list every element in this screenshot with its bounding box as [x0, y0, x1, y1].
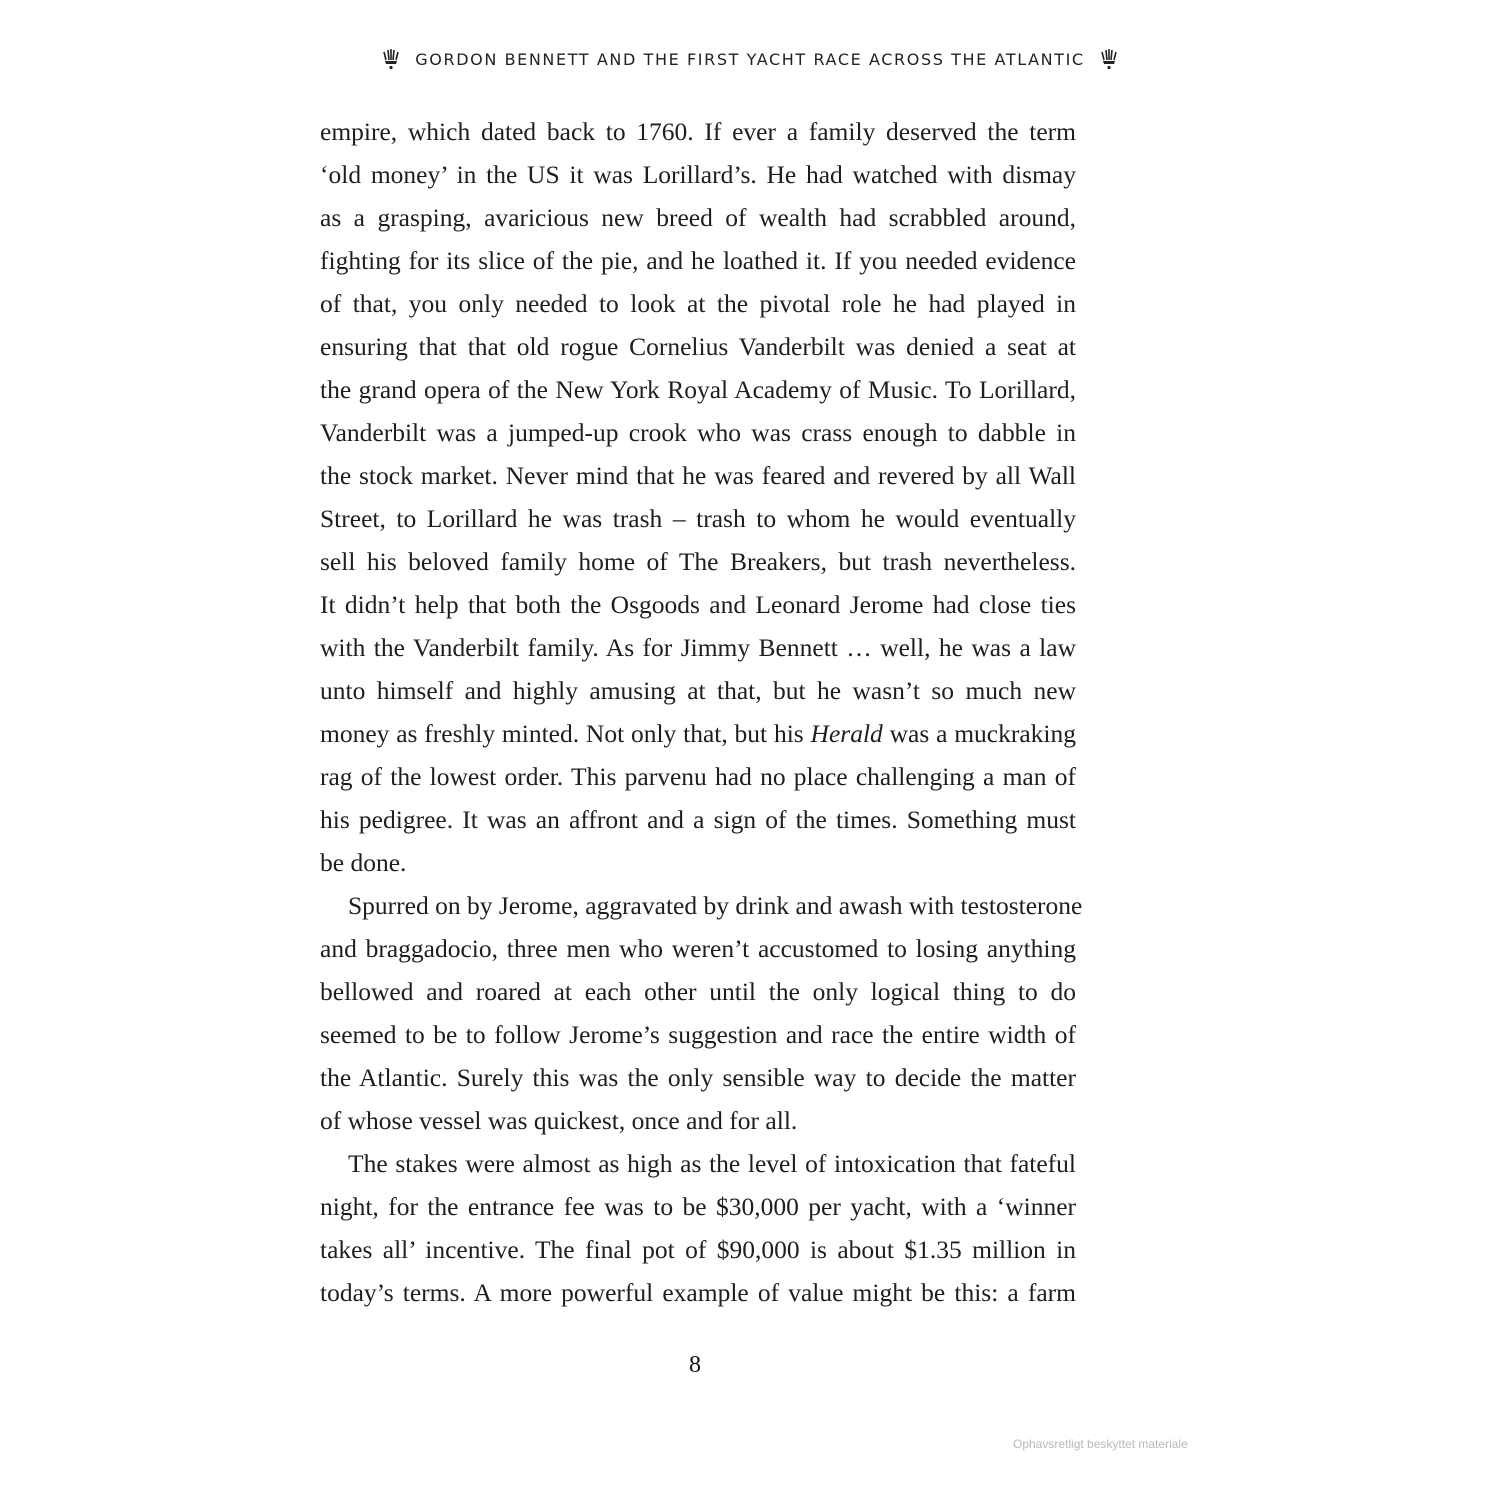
text-line: rag of the lowest order. This parvenu had no place challenging a man of: [320, 762, 1076, 791]
text-line: today’s terms. A more powerful example of value might be this: a farm: [320, 1278, 1076, 1307]
text-segment: was a muckraking: [882, 719, 1076, 748]
text-line: sell his beloved family home of The Breakers, but trash nevertheless.: [320, 547, 1076, 576]
text-line: fighting for its slice of the pie, and he loathed it. If you needed evidence: [320, 246, 1076, 275]
body-text: [320, 110, 1083, 1314]
text-line: with the Vanderbilt family. As for Jimmy Bennett … well, he was a law: [320, 633, 1076, 662]
text-line: The stakes were almost as high as the level of intoxication that fateful: [348, 1149, 1076, 1178]
text-line: takes all’ incentive. The final pot of $90,000 is about $1.35 million in: [320, 1235, 1076, 1264]
text-line: of whose vessel was quickest, once and for all.: [320, 1106, 798, 1135]
text-line: bellowed and roared at each other until the only logical thing to do: [320, 977, 1076, 1006]
text-line: of that, you only needed to look at the pivotal role he had played in: [320, 289, 1076, 318]
text-line: seemed to be to follow Jerome’s suggestion and race the entire width of: [320, 1020, 1076, 1049]
crown-icon: [381, 48, 401, 70]
page-number: 8: [689, 1352, 701, 1378]
text-line: ‘old money’ in the US it was Lorillard’s. He had watched with dismay: [320, 160, 1076, 189]
text-line: the Atlantic. Surely this was the only sensible way to decide the matter: [320, 1063, 1076, 1092]
text-line: It didn’t help that both the Osgoods and Leonard Jerome had close ties: [320, 590, 1076, 619]
running-header: [0, 44, 1500, 74]
text-line: and braggadocio, three men who weren’t accustomed to losing anything: [320, 934, 1076, 963]
text-line: his pedigree. It was an affront and a sign of the times. Something must: [320, 805, 1076, 834]
text-line: empire, which dated back to 1760. If ever a family deserved the term: [320, 117, 1076, 146]
text-line: as a grasping, avaricious new breed of wealth had scrabbled around,: [320, 203, 1076, 232]
text-line: the grand opera of the New York Royal Academy of Music. To Lorillard,: [320, 375, 1076, 404]
text-line: Spurred on by Jerome, aggravated by drink and awash with testosterone: [348, 891, 1083, 920]
text-line: [320, 712, 1076, 755]
copyright-watermark: Ophavsretligt beskyttet materiale: [1013, 1437, 1188, 1451]
text-line: unto himself and highly amusing at that, but he wasn’t so much new: [320, 676, 1076, 705]
text-line: ensuring that that old rogue Cornelius Vanderbilt was denied a seat at: [320, 332, 1076, 361]
text-line: Vanderbilt was a jumped-up crook who was crass enough to dabble in: [320, 418, 1076, 447]
text-line: the stock market. Never mind that he was feared and revered by all Wall: [320, 461, 1076, 490]
text-line: Street, to Lorillard he was trash – trash to whom he would eventually: [320, 504, 1076, 533]
text-segment: money as freshly minted. Not only that, but his: [320, 719, 811, 748]
crown-icon: [1099, 48, 1119, 70]
italic-title: Herald: [810, 719, 883, 748]
text-line: be done.: [320, 848, 407, 877]
running-title: GORDON BENNETT AND THE FIRST YACHT RACE ACROSS THE ATLANTIC: [415, 49, 1085, 69]
text-line: night, for the entrance fee was to be $30,000 per yacht, with a ‘winner: [320, 1192, 1076, 1221]
